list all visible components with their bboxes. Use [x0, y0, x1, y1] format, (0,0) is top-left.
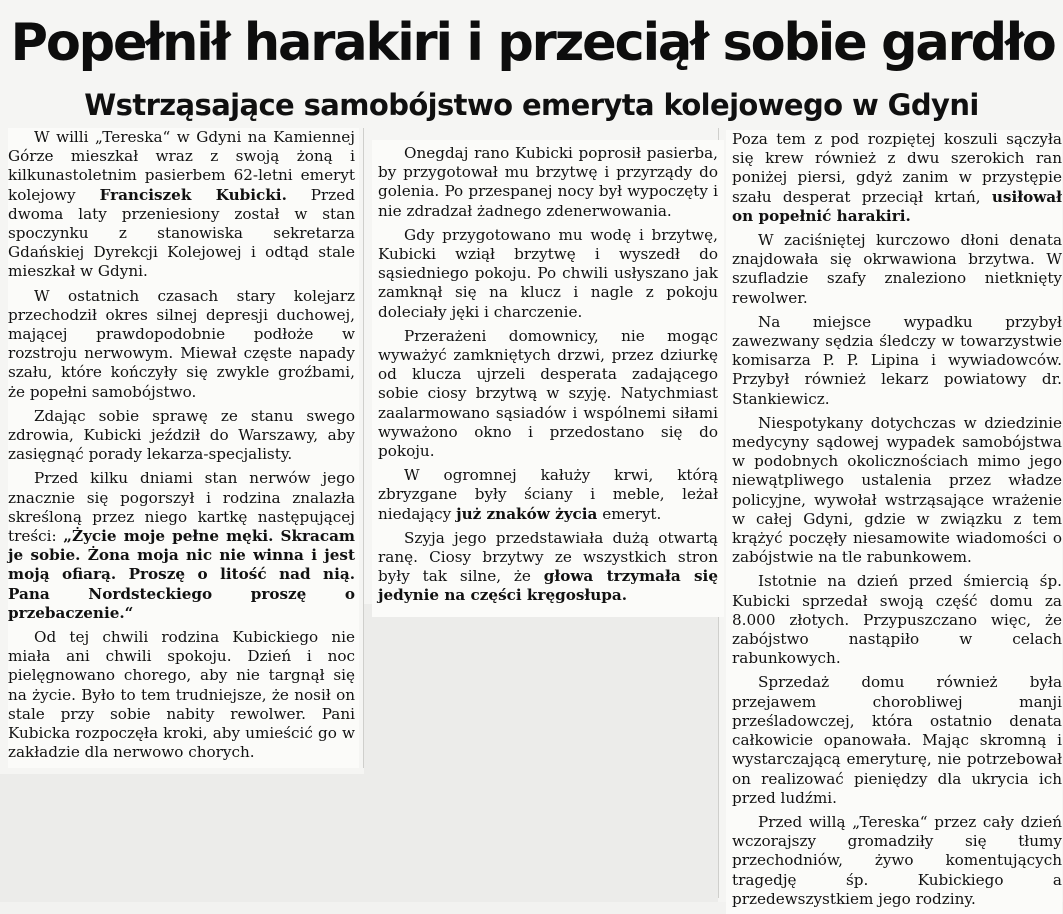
paragraph-text: Przed dwoma laty przeniesiony został w stan spoczynku z stanowiska sekretarza Gdańskiej Dyrekcji Kolejowej i odtąd stale mieszkał w Gdyni. [8, 185, 355, 281]
paragraph: Od tej chwili rodzina Kubickiego nie miała ani chwili spokoju. Dzień i noc pielęgnowano chorego, aby nie targnął się na życie. Było to tem trudniejsze, że nosił on stale przy sobie nabity rewolwer. Pani Kubicka rozpoczęła kroki, aby umieścić go w zakładzie dla nerwowo chorych. [8, 628, 355, 762]
paragraph-text: W ogromnej kałuży krwi, którą zbryzgane były ściany i meble, leżał niedający [378, 466, 718, 523]
paragraph-text: emeryt. [597, 504, 662, 523]
headline: Popełnił harakiri i przeciął sobie gardło [10, 13, 1055, 73]
paragraph: Zdając sobie sprawę ze stanu swego zdrowia, Kubicki jeździł do Warszawy, aby zasięgnąć porady lekarza-specjalisty. [8, 406, 355, 464]
paragraph: Sprzedaż domu również była przejawem chorobliwej manji prześladowczej, która ostatnio denata całkowicie opanowała. Mając skromną i wystarczającą emeryturę, nie potrzebował on realizować pieniędzy dla ukrycia ich przed ludźmi. [732, 673, 1062, 807]
paragraph-text: Przed kilku dniami stan nerwów jego znacznie się pogorszył i rodzina znalazła skreśloną przez niego kartkę następującej treści: [8, 469, 355, 546]
suicide-note-quote: „Życie moje pełne męki. Skracam je sobie. Żona moja nic nie winna i jest moją ofiarą. Proszę o litość nad nią. Pana Nordsteckiego proszę o przebaczenie.“ [8, 527, 355, 622]
article-column-1 [8, 128, 359, 768]
emphasis-text: głowa trzymała się jedynie na części kręgosłupa. [378, 567, 718, 605]
paragraph [378, 529, 718, 606]
paragraph: Na miejsce wypadku przybył zawezwany sędzia śledczy w towarzystwie komisarza P. P. Lipina i wywiadowców. Przybył również lekarz powiatowy dr. Stankiewicz. [732, 312, 1062, 408]
emphasis-text: usiłował on popełnić harakiri. [732, 187, 1062, 225]
person-name: Franciszek Kubicki. [99, 185, 287, 204]
paragraph [378, 466, 718, 524]
paragraph: Przerażeni domownicy, nie mogąc wyważyć zamkniętych drzwi, przez dziurkę od klucza ujrzeli desperata zadającego sobie ciosy brzytwą w szyję. Natychmiast zaalarmowano sąsiadów i wspólnemi siłami wyważono okno i przedostano się do pokoju. [378, 326, 718, 461]
paragraph-text: W willi „Tereska“ w Gdyni na Kamiennej Górze mieszkał wraz z swoją żoną i kilkunastoletnim pasierbem 62-letni emeryt kolejowy [8, 128, 355, 204]
paragraph: Onegdaj rano Kubicki poprosił pasierba, by przygotował mu brzytwę i przyrządy do golenia. Po przespanej nocy był wypoczęty i nie zdradzał żadnego zdenerwowania. [378, 144, 718, 220]
paragraph [732, 130, 1062, 226]
paragraph-text: Poza tem z pod rozpiętej koszuli sączyła się krew również z dwu szerokich ran poniżej piersi, gdyż zanim w przystępie szału desperat przeciął krtań, [732, 130, 1062, 206]
paragraph: W zaciśniętej kurczowo dłoni denata znajdowała się okrwawiona brzytwa. W szufladzie szafy znaleziono nietknięty rewolwer. [732, 231, 1062, 307]
paragraph: W ostatnich czasach stary kolejarz przechodził okres silnej depresji duchowej, mającej prawdopodobnie podłoże w rozstroju nerwowym. Miewał częste napady szału, które kończyły się zwykle groźbami, że popełni samobójstwo. [8, 286, 355, 401]
paragraph: Niespotykany dotychczas w dziedzinie medycyny sądowej wypadek samobójstwa w podobnych okolicznościach mimo jego niewątpliwego ustalenia przez władze policyjne, wywołał wstrząsające wrażenie w całej Gdyni, gdzie w związku z tem krążyć poczęły niesamowite wiadomości o zabójstwie na tle rabunkowem. [732, 413, 1062, 567]
paragraph [8, 469, 355, 623]
paragraph [8, 128, 355, 282]
blank-area [364, 604, 718, 774]
subheadline: Wstrząsające samobójstwo emeryta kolejowego w Gdyni [84, 88, 979, 122]
paragraph: Przed willą „Tereska“ przez cały dzień wczorajszy gromadziły się tłumy przechodniów, żywo komentujących tragedję śp. Kubickiego a przedewszystkiem jego rodziny. [732, 812, 1062, 908]
article-column-3 [726, 130, 1062, 914]
article-column-2 [372, 140, 724, 617]
paragraph-text: Szyja jego przedstawiała dużą otwartą ranę. Ciosy brzytwy ze wszystkich stron były tak silne, że [378, 528, 718, 586]
paragraph: Gdy przygotowano mu wodę i brzytwę, Kubicki wziął brzytwę i wyszedł do sąsiedniego pokoju. Po chwili usłyszano jak zamknął się na klucz i nagle z pokoju doleciały jęki i charczenie. [378, 225, 718, 321]
blank-area [0, 774, 718, 902]
emphasis-text: już znaków życia [456, 504, 598, 523]
paragraph: Istotnie na dzień przed śmiercią śp. Kubicki sprzedał swoją część domu za 8.000 złotych. Przypuszczano więc, że zabójstwo nastąpiło w celach rabunkowych. [732, 572, 1062, 668]
